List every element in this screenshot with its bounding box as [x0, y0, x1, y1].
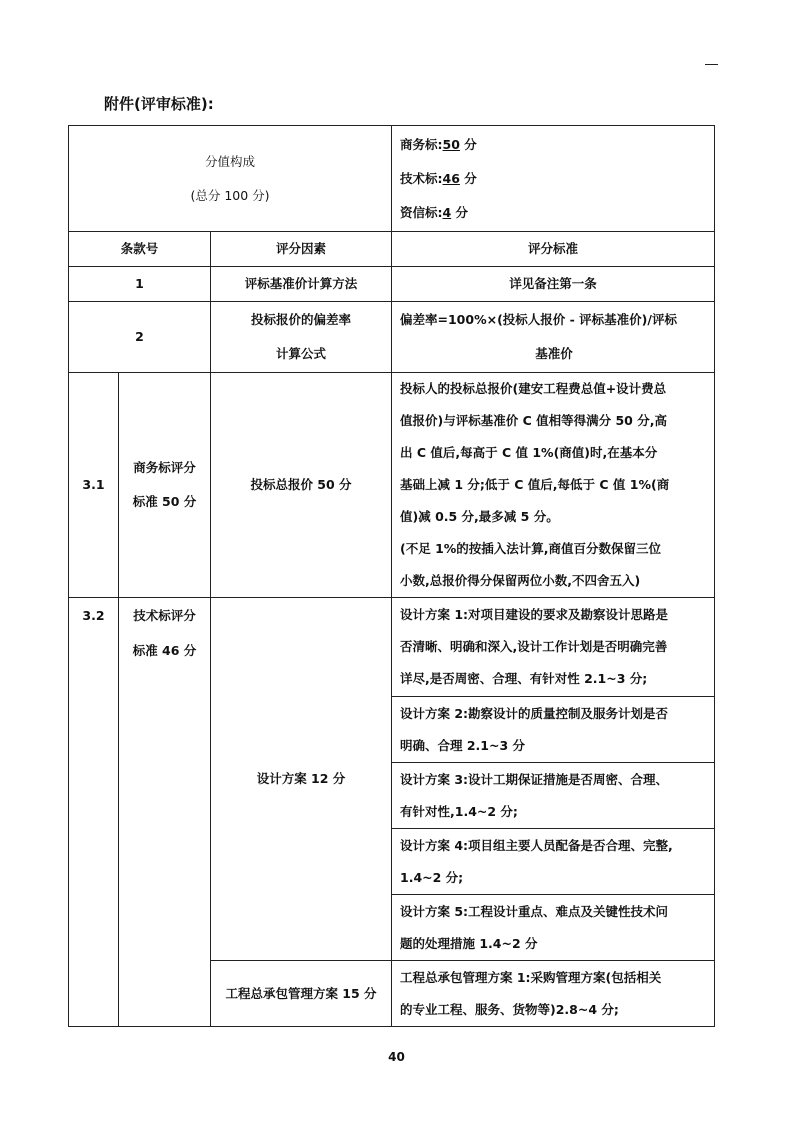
row31-category: 商务标评分 标准 50 分 [119, 373, 211, 598]
table-header-row [69, 232, 715, 267]
row1-standard: 详见备注第一条 [392, 267, 715, 302]
technical-score-value: 46 [442, 170, 460, 186]
score-composition-title: 分值构成 [204, 153, 255, 169]
epc-management-factor: 工程总承包管理方案 15 分 [211, 961, 392, 1027]
page-heading: 附件(评审标准): [104, 95, 214, 113]
design-plan-item-1: 设计方案 1:对项目建设的要求及勘察设计思路是 否清晰、明确和深入,设计工作计划是否明确完善 详尽,是否周密、合理、有针对性 2.1~3 分; [392, 598, 715, 697]
design-plan-item-5: 设计方案 5:工程设计重点、难点及关键性技术问 题的处理措施 1.4~2 分 [392, 895, 715, 961]
header-standard: 评分标准 [392, 232, 715, 267]
score-breakdown [392, 126, 715, 232]
evaluation-criteria-table [68, 125, 715, 1027]
design-plan-factor: 设计方案 12 分 [211, 598, 392, 961]
page-number: 40 [388, 1050, 405, 1064]
table-row [69, 598, 715, 697]
row2-standard: 偏差率=100%×(投标人报价 - 评标基准价)/评标 基准价 [392, 302, 715, 373]
design-plan-item-4: 设计方案 4:项目组主要人员配备是否合理、完整, 1.4~2 分; [392, 829, 715, 895]
page-corner-dash [705, 64, 718, 65]
row1-clause: 1 [69, 267, 211, 302]
table-row [69, 302, 715, 373]
row32-category: 技术标评分 标准 46 分 [119, 598, 211, 1027]
business-score-value: 50 [442, 136, 460, 152]
table-row [69, 373, 715, 598]
header-clause: 条款号 [69, 232, 211, 267]
row32-clause: 3.2 [69, 598, 119, 1027]
score-total: (总分 100 分) [190, 187, 270, 203]
row2-factor: 投标报价的偏差率 计算公式 [211, 302, 392, 373]
design-plan-item-3: 设计方案 3:设计工期保证措施是否周密、合理、 有针对性,1.4~2 分; [392, 763, 715, 829]
row31-clause: 3.1 [69, 373, 119, 598]
row1-factor: 评标基准价计算方法 [211, 267, 392, 302]
score-composition-label [69, 126, 392, 232]
credit-score-value: 4 [442, 204, 452, 220]
credit-score-line: 资信标:4 分 [400, 204, 469, 220]
row31-standard: 投标人的投标总报价(建安工程费总值+设计费总 值报价)与评标基准价 C 值相等得满分 50 分,高 出 C 值后,每高于 C 值 1%(商值)时,在基本分 基础上减 1 分;低于 C 值后,每低于 C 值 1%(商 值)减 0.5 分,最多减 5 分。 (不足 1%的按插入法计算,商值百分数保留三位 小数,总报价得分保留两位小数,不四舍五入) [392, 373, 715, 598]
technical-score-line: 技术标:46 分 [400, 170, 477, 186]
row31-factor: 投标总报价 50 分 [211, 373, 392, 598]
row31-note: (不足 1%的按插入法计算,商值百分数保留三位 [400, 541, 662, 556]
row2-clause: 2 [69, 302, 211, 373]
epc-management-item-1: 工程总承包管理方案 1:采购管理方案(包括相关 的专业工程、服务、货物等)2.8~4 分; [392, 961, 715, 1027]
design-plan-item-2: 设计方案 2:勘察设计的质量控制及服务计划是否 明确、合理 2.1~3 分 [392, 697, 715, 763]
business-score-line: 商务标:50 分 [400, 136, 477, 152]
header-factor: 评分因素 [211, 232, 392, 267]
table-row [69, 267, 715, 302]
